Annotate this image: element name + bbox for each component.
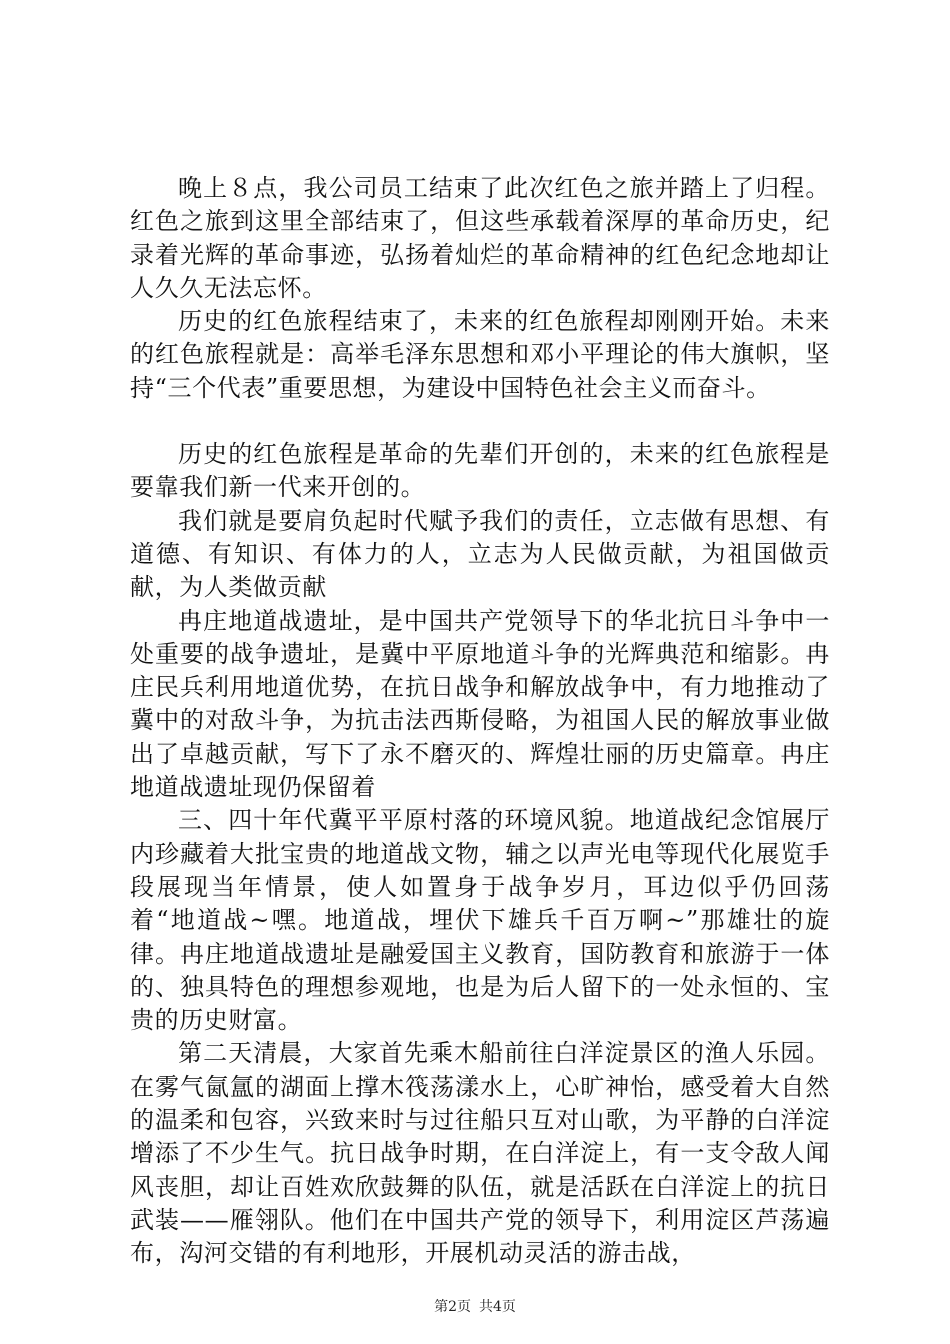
paragraph: 历史的红色旅程是革命的先辈们开创的，未来的红色旅程是要靠我们新一代来开创的。 (130, 440, 830, 502)
page-total: 共4页 (479, 1299, 516, 1315)
paragraph-gap (130, 405, 830, 438)
paragraph: 历史的红色旅程结束了，未来的红色旅程却刚刚开始。未来的红色旅程就是：高举毛泽东思想和邓小平理论的伟大旗帜，坚持“三个代表”重要思想，为建设中国特色社会主义而奋斗。 (130, 307, 830, 402)
paragraph: 我们就是要肩负起时代赋予我们的责任，立志做有思想、有道德、有知识、有体力的人，立志为人民做贡献，为祖国做贡献，为人类做贡献 (130, 506, 830, 602)
page-footer (0, 1296, 950, 1316)
document-body (130, 172, 830, 1271)
paragraph: 冉庄地道战遗址，是中国共产党领导下的华北抗日斗争中一处重要的战争遗址，是冀中平原地道斗争的光辉典范和缩影。冉庄民兵利用地道优势，在抗日战争和解放战争中，有力地推动了冀中的对敌斗争，为抗击法西斯侵略，为祖国人民的解放事业做出了卓越贡献，写下了永不磨灭的、辉煌壮丽的历史篇章。冉庄地道战遗址现仍保留着 (130, 606, 830, 802)
paragraph: 三、四十年代冀平平原村落的环境风貌。地道战纪念馆展厅内珍藏着大批宝贵的地道战文物，辅之以声光电等现代化展览手段展现当年情景，使人如置身于战争岁月，耳边似乎仍回荡着“地道战~嘿。地道战，埋伏下雄兵千百万啊~”那雄壮的旋律。冉庄地道战遗址是融爱国主义教育，国防教育和旅游于一体的、独具特色的理想参观地，也是为后人留下的一处永恒的、宝贵的历史财富。 (130, 806, 830, 1035)
paragraph: 第二天清晨，大家首先乘木船前往白洋淀景区的渔人乐园。在雾气氤氲的湖面上撑木筏荡漾水上，心旷神怡，感受着大自然的温柔和包容，兴致来时与过往船只互对山歌，为平静的白洋淀增添了不少生气。抗日战争时期，在白洋淀上，有一支令敌人闻风丧胆，却让百姓欢欣鼓舞的队伍，就是活跃在白洋淀上的抗日武装——雁翎队。他们在中国共产党的领导下，利用淀区芦荡遍布，沟河交错的有利地形，开展机动灵活的游击战， (130, 1039, 830, 1268)
page-number: 第2页 (434, 1299, 471, 1315)
paragraph: 晚上８点，我公司员工结束了此次红色之旅并踏上了归程。红色之旅到这里全部结束了，但这些承载着深厚的革命历史，纪录着光辉的革命事迹，弘扬着灿烂的革命精神的红色纪念地却让人久久无法忘怀。 (130, 174, 830, 302)
